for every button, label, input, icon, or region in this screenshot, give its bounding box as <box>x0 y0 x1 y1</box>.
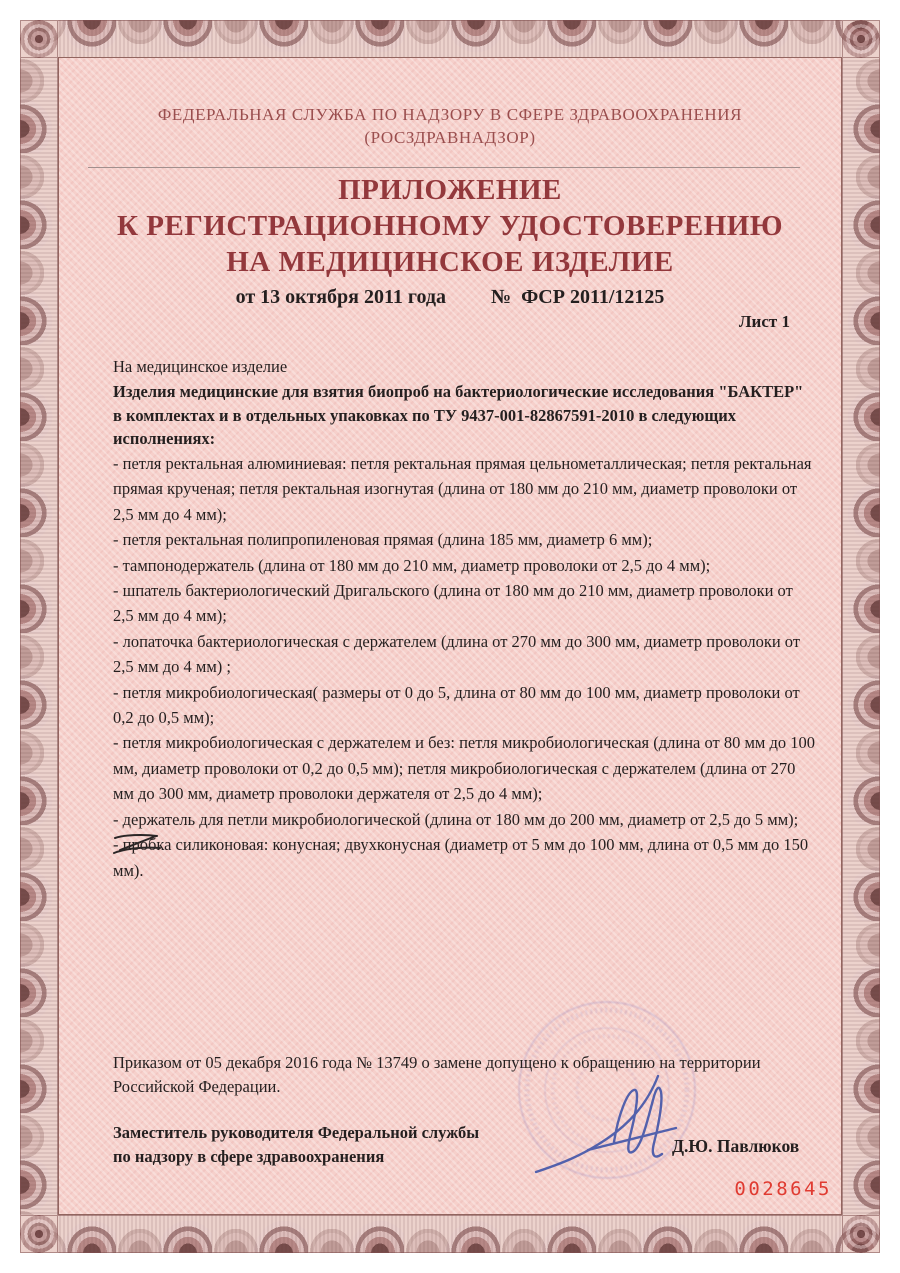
product-variant-item: - петля микробиологическая( размеры от 0 до 5, длина от 80 мм до 100 мм, диаметр проволоки от 0,2 до 0,5 мм); <box>113 682 800 728</box>
sheet-number: Лист 1 <box>738 312 790 331</box>
header-divider <box>88 167 800 168</box>
border-ornament-bottom <box>20 1215 880 1253</box>
border-ornament-top <box>20 20 880 58</box>
product-variant-item: - петля ректальная полипропиленовая прямая (длина 185 мм, диаметр 6 мм); <box>113 530 653 550</box>
signer-title-line-1: Заместитель руководителя Федеральной службы <box>113 1123 480 1142</box>
authority-name: ФЕДЕРАЛЬНАЯ СЛУЖБА ПО НАДЗОРУ В СФЕРЕ ЗДРАВООХРАНЕНИЯ <box>157 105 743 124</box>
product-variant-item: - шпатель бактериологический Дригальского (длина от 180 мм до 210 мм, диаметр проволоки от 2,5 мм до 4 мм); <box>113 581 793 626</box>
product-variant-item: - пробка силиконовая: конусная; двухконусная (диаметр от 5 мм до 100 мм, длина от 0,5 мм до 150 мм). <box>113 835 809 880</box>
border-rosette-bottom-right <box>842 1215 880 1253</box>
document-title <box>0 172 900 280</box>
issue-date: от 13 октября 2011 года <box>235 286 447 308</box>
z-strikethrough-mark <box>112 831 164 857</box>
registration-number: № ФСР 2011/12125 <box>491 286 665 308</box>
signer-name: Д.Ю. Павлюков <box>672 1136 800 1156</box>
title-line-3: НА МЕДИЦИНСКОЕ ИЗДЕЛИЕ <box>226 246 674 278</box>
authority-short-name: (РОСЗДРАВНАДЗОР) <box>364 128 536 147</box>
product-variant-item: - петля ректальная алюминиевая: петля ректальная прямая цельнометаллическая; петля ректальная прямая крученая; петля ректальная изогнутая (длина от 180 мм до 210 мм, диаметр проволоки от 2,5 мм до 4 мм); <box>113 454 812 524</box>
product-variant-item: - держатель для петли микробиологической (длина от 180 мм до 200 мм, диаметр от 2,5 до 5 мм); <box>113 809 799 829</box>
border-rosette-bottom-left <box>20 1215 58 1253</box>
intro-line: На медицинское изделие <box>113 357 288 376</box>
product-name: Изделия медицинские для взятия биопроб на бактериологические исследования "БАКТЕР" в комплектах и в отдельных упаковках по ТУ 9437-001-82867591-2010 в следующих исполнениях: <box>113 382 804 448</box>
product-variant-item: - петля микробиологическая с держателем и без: петля микробиологическая (длина от 80 мм до 100 мм, диаметр проволоки от 0,2 до 0,5 мм); петля микробиологическая с держателем (длина от 270 мм до 300 мм, диаметр проволоки держателя от 2,5 до 4 мм); <box>113 733 816 804</box>
title-line-2: К РЕГИСТРАЦИОННОМУ УДОСТОВЕРЕНИЮ <box>116 210 783 242</box>
title-line-1: ПРИЛОЖЕНИЕ <box>338 174 562 206</box>
date-and-number-line <box>0 286 900 309</box>
issuing-authority <box>0 103 900 149</box>
signer-title-line-2: по надзору в сфере здравоохранения <box>113 1147 385 1166</box>
serial-number: 0028645 <box>734 1178 832 1200</box>
border-rosette-top-right <box>842 20 880 58</box>
order-note: Приказом от 05 декабря 2016 года № 13749 о замене допущено к обращению на территории Российской Федерации. <box>113 1053 761 1096</box>
border-rosette-top-left <box>20 20 58 58</box>
product-variant-item: - тампонодержатель (длина от 180 мм до 210 мм, диаметр проволоки от 2,5 до 4 мм); <box>113 555 711 575</box>
product-variant-item: - лопаточка бактериологическая с держателем (длина от 270 мм до 300 мм, диаметр проволоки от 2,5 мм до 4 мм) ; <box>113 631 801 677</box>
signer-title <box>113 1121 533 1169</box>
product-variants-list <box>113 451 815 883</box>
